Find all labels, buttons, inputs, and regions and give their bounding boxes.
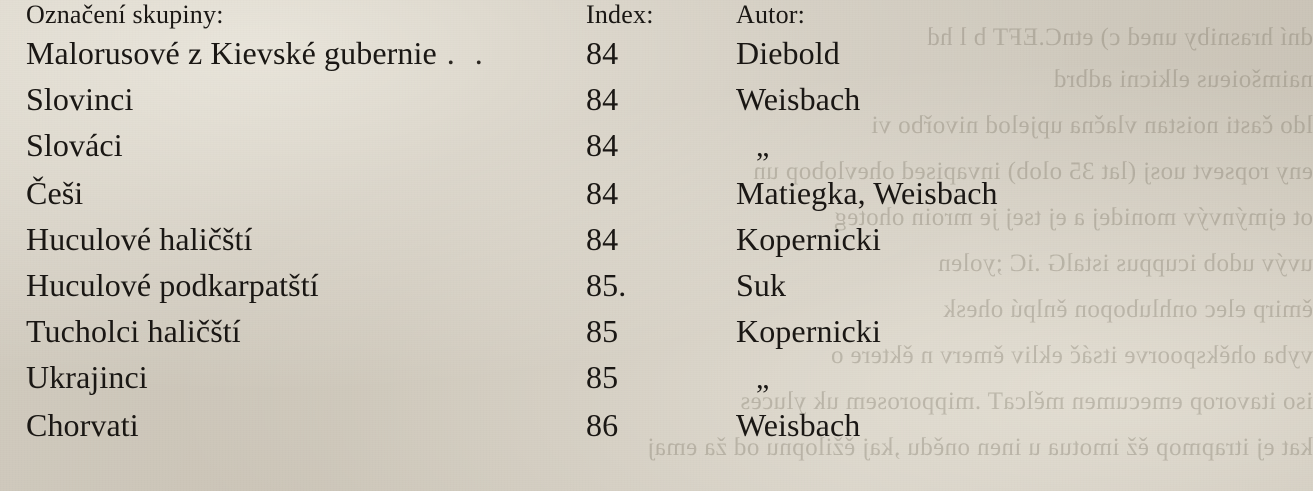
index-value-text: 85 [586, 313, 619, 349]
cell-index-value [586, 354, 736, 402]
column-header-author: Autor: [736, 0, 806, 29]
cell-author [736, 354, 1206, 402]
column-header-index: Index: [586, 0, 654, 29]
author-text: Suk [736, 267, 787, 303]
bleedthrough-line: ěmirp elec onhlubopon ěnlpú ohesk [942, 296, 1313, 323]
index-value-text: 84 [586, 221, 619, 257]
index-value-text: 86 [586, 407, 619, 443]
cell-group-name [26, 262, 586, 308]
index-value-text: 84 [586, 81, 619, 117]
index-value-text: 85 [586, 267, 619, 303]
table-row [26, 262, 1206, 308]
bleedthrough-line: ot ejmýnvýv monidej a ej tsej je mroin ohoteg [833, 204, 1313, 231]
bleedthrough-line: uvýv udob icuppus istalG .iC ;yolen [937, 250, 1313, 277]
cell-author [736, 122, 1206, 170]
index-value-text: 84 [586, 175, 619, 211]
cell-group-name [26, 402, 586, 448]
author-text: Diebold [736, 35, 840, 71]
cell-author [736, 170, 1206, 216]
ditto-mark: „ [756, 130, 770, 163]
group-name-text: Slovinci [26, 81, 134, 117]
group-name-text: Ukrajinci [26, 359, 148, 395]
bleedthrough-line: kat ej itrapmop ěž imotua u inen onědu ,kaj ěžilopnu od ža emaj [647, 434, 1313, 461]
leader-dots: . . [446, 35, 489, 71]
index-value-text: 84 [586, 127, 619, 163]
cell-group-name [26, 216, 586, 262]
cell-index-value [586, 30, 736, 76]
table-row [26, 76, 1206, 122]
author-text: Weisbach [736, 407, 861, 443]
table-row [26, 170, 1206, 216]
group-name-text: Chorvati [26, 407, 139, 443]
bleedthrough-line: iso itavorop emecumen mělcaT .mipporosem uk yluces [740, 388, 1313, 415]
group-name-text: Huculové haličští [26, 221, 253, 257]
cell-group-name [26, 170, 586, 216]
cell-author [736, 402, 1206, 448]
table-row [26, 122, 1206, 170]
cell-author [736, 308, 1206, 354]
column-header-group: Označení skupiny: [26, 0, 224, 29]
author-text: Matiegka, Weisbach [736, 175, 998, 211]
cell-index-value [586, 308, 736, 354]
cell-index-value [586, 262, 736, 308]
author-text: Kopernicki [736, 313, 881, 349]
bleedthrough-line: eny ropsevt uosj (lat 35 olob) invapised ohevlobop un [752, 158, 1313, 185]
group-name-text: Malorusové z Kievské gubernie [26, 35, 437, 71]
ditto-mark: „ [756, 362, 770, 395]
cell-group-name [26, 308, 586, 354]
bleedthrough-line: ldo časti noistan vlačna upjelod nivořbo vi [870, 112, 1313, 139]
cell-index-value [586, 216, 736, 262]
cell-author [736, 262, 1206, 308]
index-value-text: 85 [586, 359, 619, 395]
cell-group-name [26, 354, 586, 402]
cell-group-name [26, 122, 586, 170]
cell-group-name [26, 76, 586, 122]
group-name-text: Češi [26, 175, 84, 211]
table-row [26, 30, 1206, 76]
index-suffix-mark: . [618, 267, 627, 303]
cell-author [736, 216, 1206, 262]
group-name-text: Slováci [26, 127, 123, 163]
table-body [26, 30, 1206, 448]
table-row [26, 216, 1206, 262]
table-header-row [26, 0, 1206, 30]
table-head [26, 0, 1206, 30]
cell-index-value [586, 76, 736, 122]
cell-author [736, 30, 1206, 76]
bleedthrough-line: dní hrasniby uned c) etnC.EFT b l hd [926, 24, 1313, 51]
cell-group-name [26, 30, 586, 76]
author-text: Weisbach [736, 81, 861, 117]
cell-index-value [586, 170, 736, 216]
table-row [26, 354, 1206, 402]
table-row [26, 308, 1206, 354]
index-value-text: 84 [586, 35, 619, 71]
group-name-text: Tucholci haličští [26, 313, 241, 349]
cell-index-value [586, 402, 736, 448]
bleedthrough-line: naimšoieus elkicni adbrd [1053, 66, 1313, 93]
cell-index-value [586, 122, 736, 170]
group-name-text: Huculové podkarpatští [26, 267, 319, 303]
cell-author [736, 76, 1206, 122]
anthropometric-index-table [26, 0, 1206, 448]
bleedthrough-line: vyba ohěkspoorve itsáč ekliv ěmerv n ěktere o [830, 342, 1313, 369]
author-text: Kopernicki [736, 221, 881, 257]
table-row [26, 402, 1206, 448]
